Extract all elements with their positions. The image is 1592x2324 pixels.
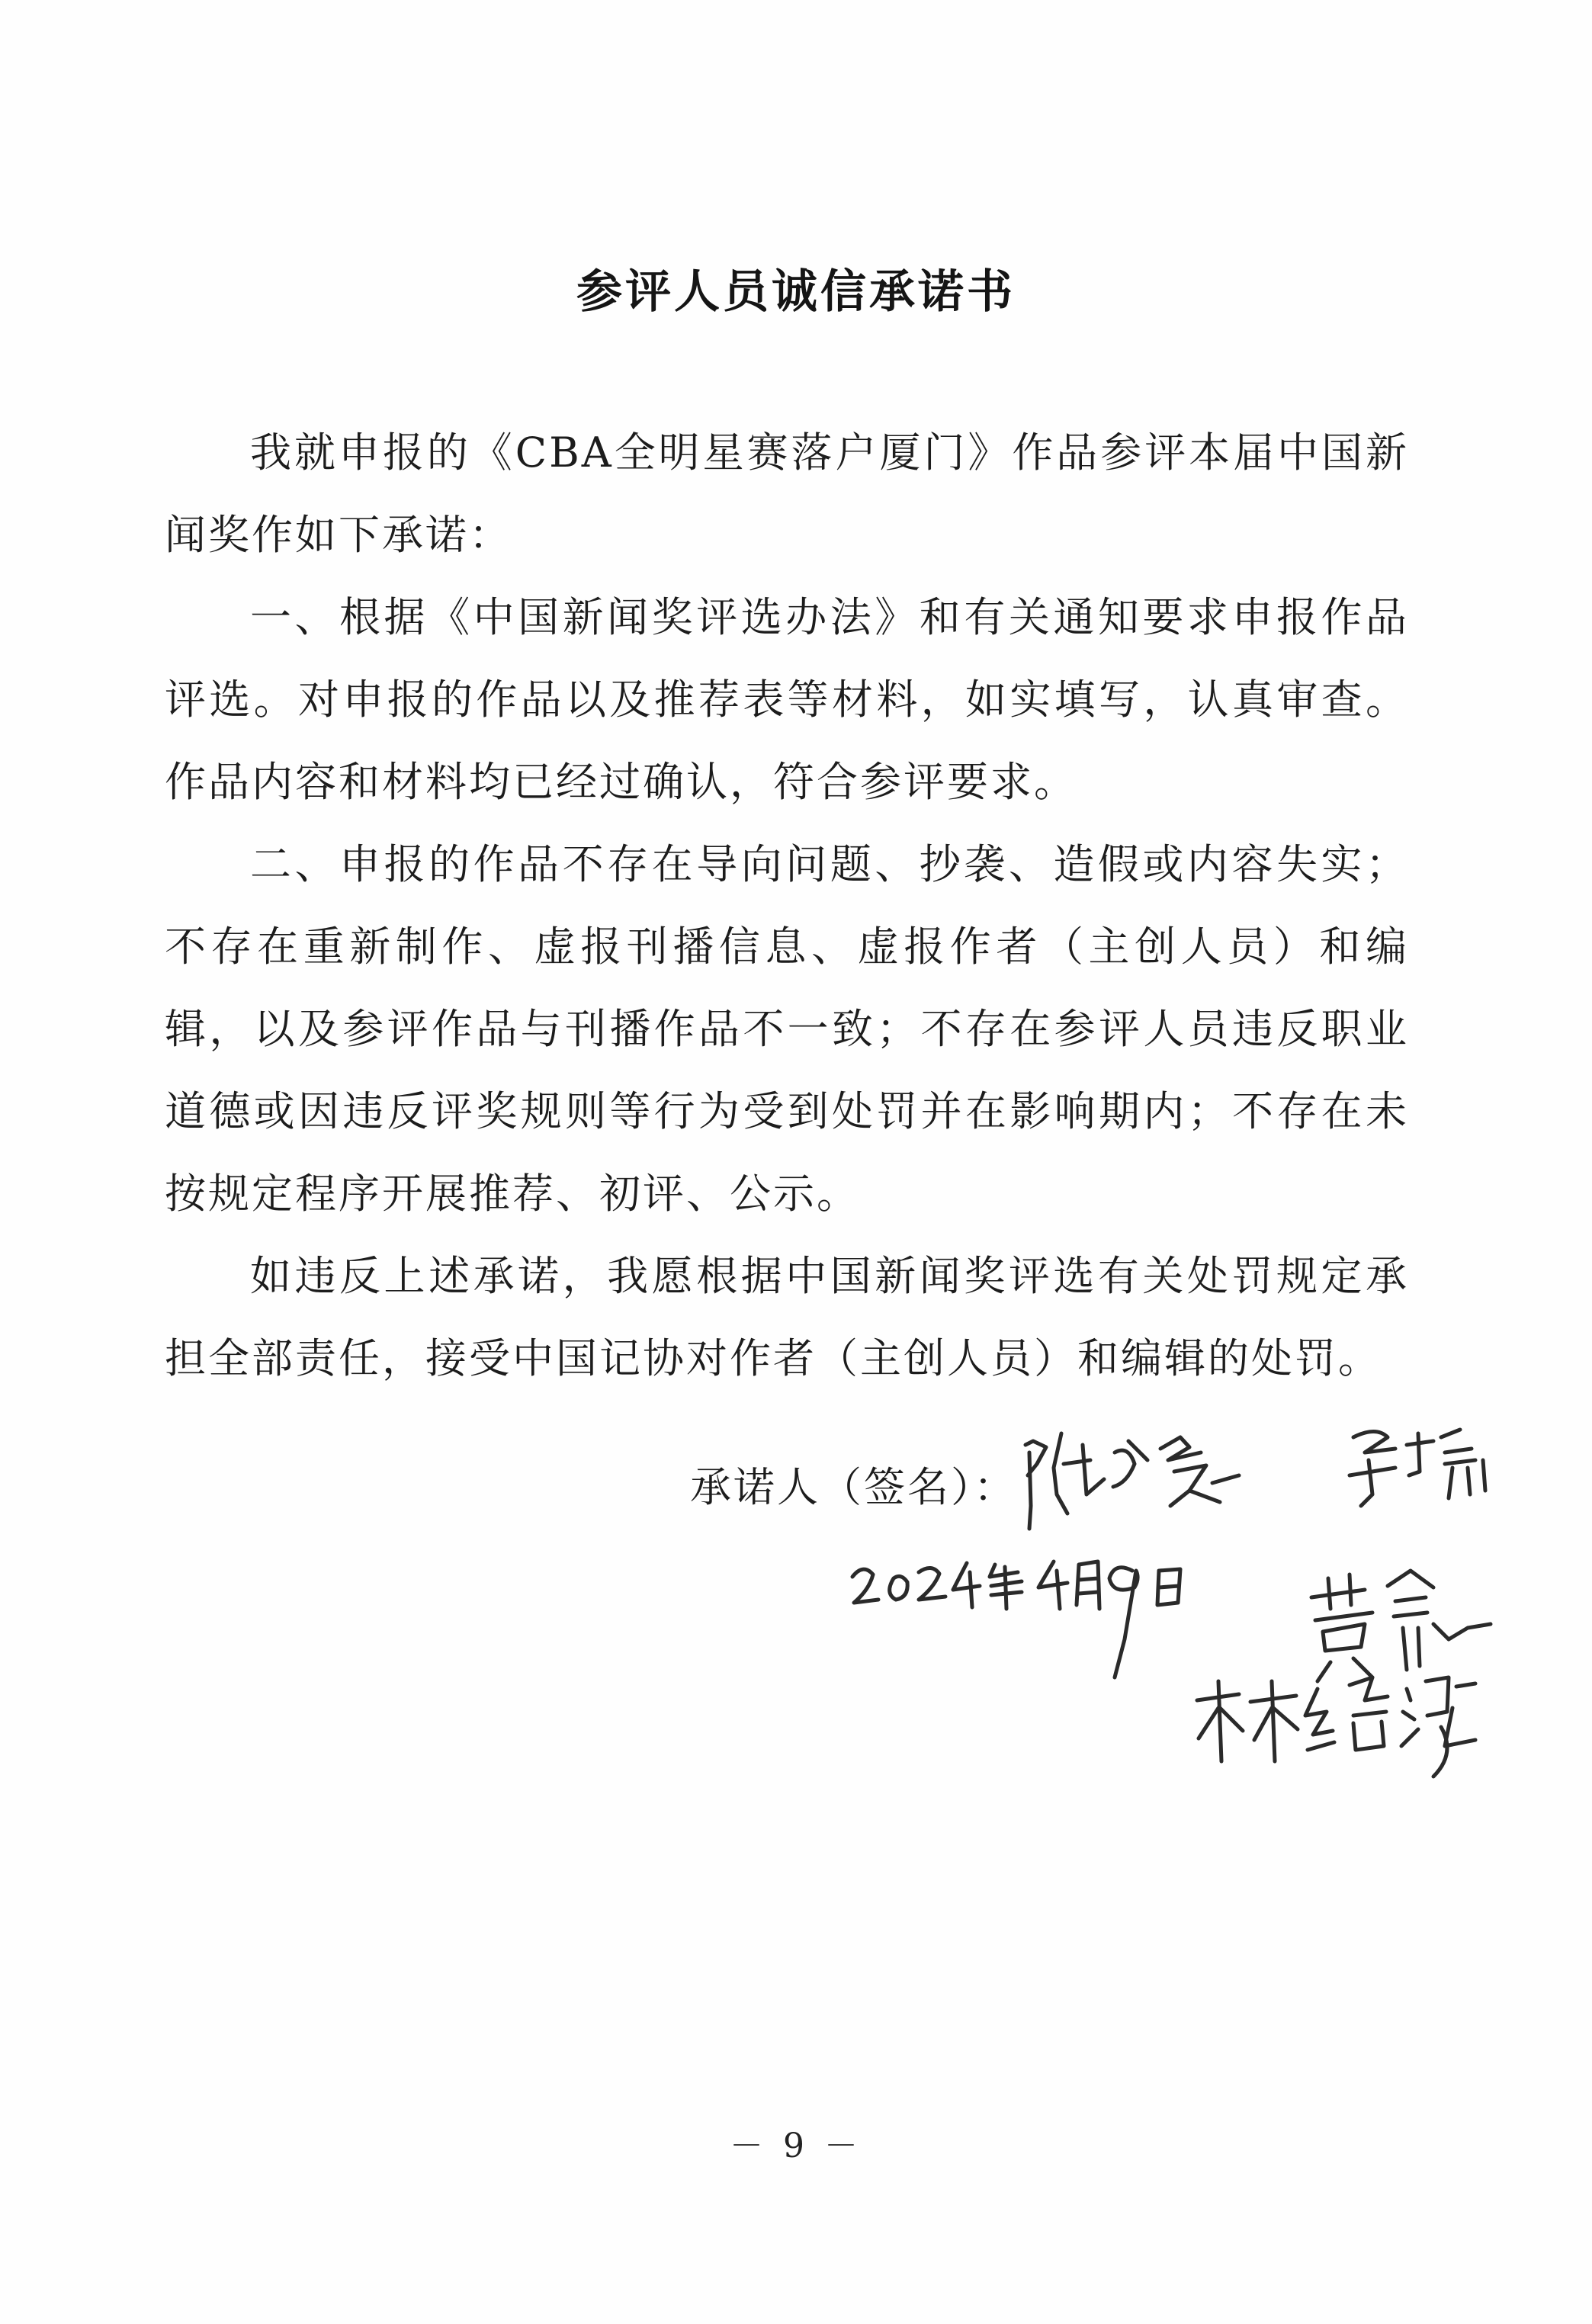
paragraph-liability: 如违反上述承诺，我愿根据中国新闻奖评选有关处罚规定承担全部责任，接受中国记协对作者（主创人员）和编辑的处罚。 — [165, 1252, 1409, 1382]
signature-4 — [1197, 1677, 1475, 1777]
document-body — [165, 412, 1409, 1400]
signature-2 — [1350, 1430, 1485, 1506]
page-number: － 9 － — [730, 2127, 862, 2165]
paragraph-intro: 我就申报的《CBA全明星赛落户厦门》作品参评本届中国新闻奖作如下承诺： — [165, 429, 1409, 559]
paragraph-clause-two: 二、申报的作品不存在导向问题、抄袭、造假或内容失实；不存在重新制作、虚报刊播信息、虚报作者（主创人员）和编辑，以及参评作品与刊播作品不一致；不存在参评人员违反职业道德或因违反评奖规则等行为受到处罚并在影响期内；不存在未按规定程序开展推荐、初评、公示。 — [165, 840, 1409, 1218]
paragraph-clause-one: 一、根据《中国新闻奖评选办法》和有关通知要求申报作品评选。对申报的作品以及推荐表等材料，如实填写，认真审查。作品内容和材料均已经过确认，符合参评要求。 — [165, 593, 1409, 806]
handwritten-date — [852, 1562, 1180, 1677]
signature-3 — [1311, 1571, 1491, 1681]
signature-1 — [1025, 1433, 1239, 1529]
document-title: 参评人员诚信承诺书 — [576, 265, 1016, 319]
signature-label: 承诺人（签名）： — [690, 1463, 1017, 1511]
